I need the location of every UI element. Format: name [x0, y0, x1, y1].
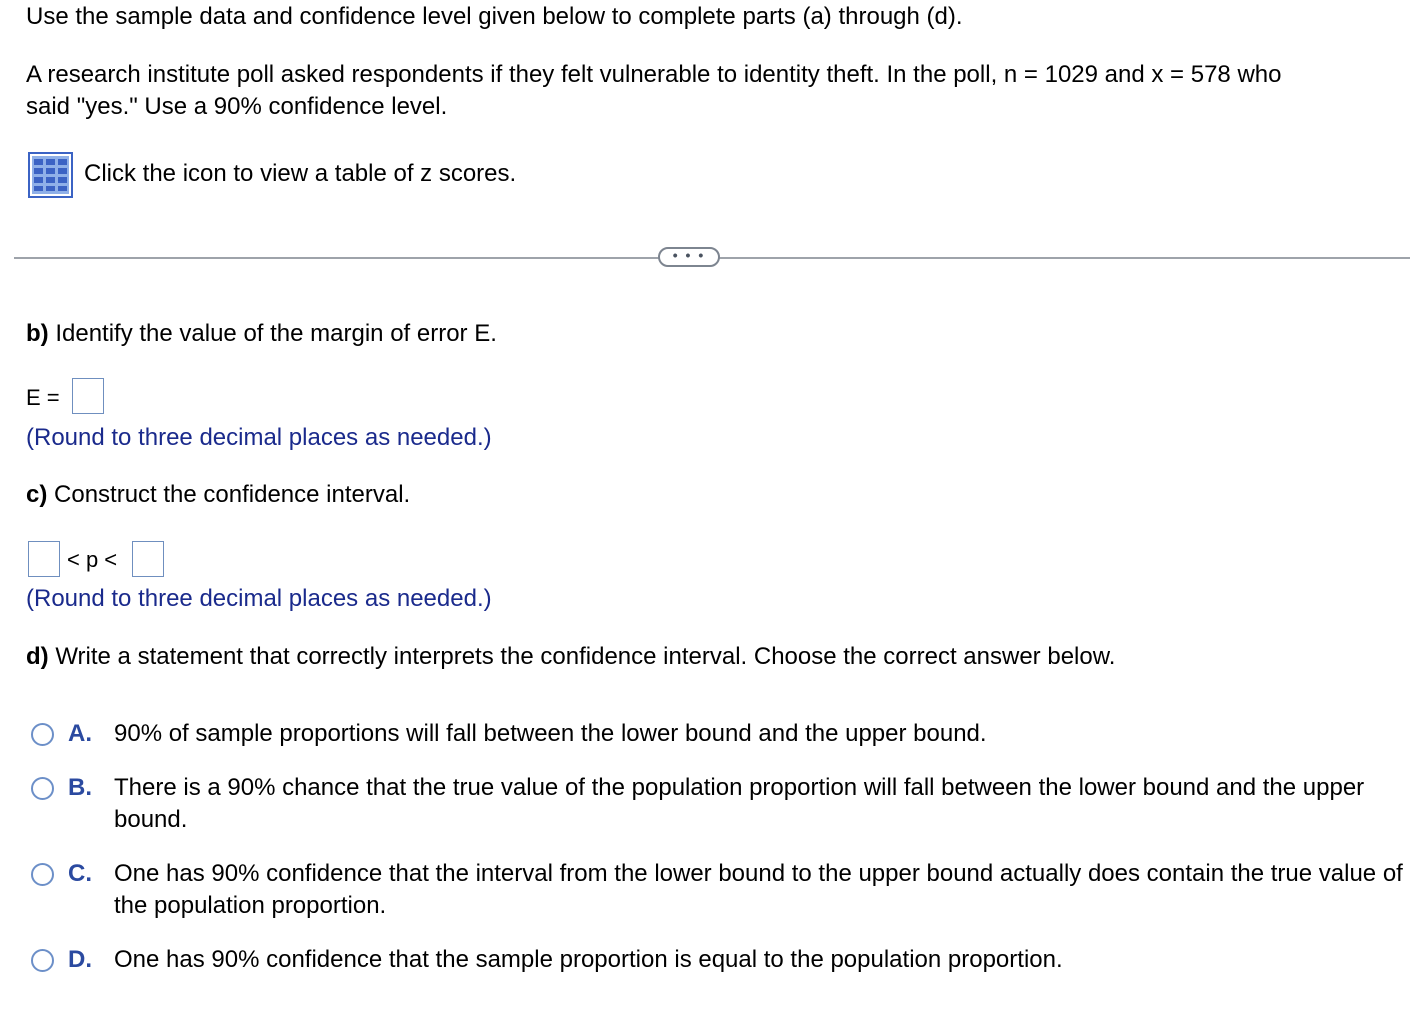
interval-middle-text: < p <: [67, 547, 118, 572]
part-b-hint: (Round to three decimal places as needed.): [26, 424, 492, 451]
option-d-text[interactable]: One has 90% confidence that the sample proportion is equal to the population proportion.: [114, 946, 1063, 973]
part-d-text: Write a statement that correctly interprets the confidence interval. Choose the correct answer below.: [55, 643, 1116, 670]
interval-lower-input[interactable]: [28, 541, 60, 577]
more-button[interactable]: • • •: [658, 247, 720, 267]
part-c-text: Construct the confidence interval.: [54, 481, 411, 508]
part-c-label: c): [26, 481, 48, 508]
option-c-radio[interactable]: [31, 863, 54, 886]
margin-error-input[interactable]: [72, 378, 104, 414]
table-link-text[interactable]: Click the icon to view a table of z scores.: [84, 160, 517, 187]
table-grid-icon-svg: [28, 152, 73, 198]
option-b-text[interactable]: There is a 90% chance that the true value of the population proportion will fall between the lower bound and the upper bound.: [114, 774, 1365, 833]
part-b-label: b): [26, 320, 49, 347]
part-b-text: Identify the value of the margin of error E.: [55, 320, 497, 347]
option-c-letter[interactable]: C.: [68, 860, 92, 887]
problem-text-line1: A research institute poll asked respondents if they felt vulnerable to identity theft. In the poll, n = 1029 and x = 578 who: [26, 61, 1282, 88]
part-b-prompt: [26, 318, 497, 350]
option-d-radio[interactable]: [31, 949, 54, 972]
part-c-prompt: [26, 479, 410, 511]
table-grid-icon[interactable]: [28, 152, 73, 198]
option-b-radio[interactable]: [31, 777, 54, 800]
option-a-letter[interactable]: A.: [68, 720, 92, 747]
part-d-label: d): [26, 643, 49, 670]
margin-error-label: E =: [26, 385, 60, 410]
option-a-text[interactable]: 90% of sample proportions will fall between the lower bound and the upper bound.: [114, 720, 987, 747]
problem-text-line2: said "yes." Use a 90% confidence level.: [26, 93, 448, 120]
part-c-hint: (Round to three decimal places as needed.): [26, 585, 492, 612]
option-b-letter[interactable]: B.: [68, 774, 92, 801]
part-d-prompt: [26, 641, 1115, 673]
interval-upper-input[interactable]: [132, 541, 164, 577]
option-a-radio[interactable]: [31, 723, 54, 746]
option-c-text[interactable]: One has 90% confidence that the interval from the lower bound to the upper bound actually does contain the true value of the population proportion.: [114, 860, 1403, 919]
option-d-letter[interactable]: D.: [68, 946, 92, 973]
instruction-text: Use the sample data and confidence level given below to complete parts (a) through (d).: [26, 3, 963, 30]
